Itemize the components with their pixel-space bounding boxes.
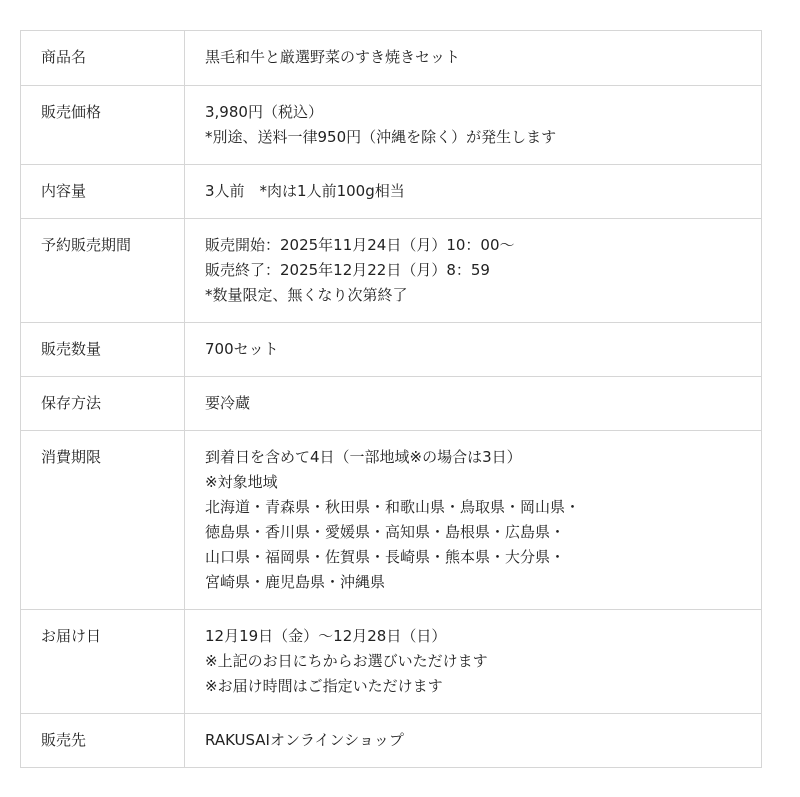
spec-row-product-name bbox=[21, 31, 762, 86]
spec-row-expiry bbox=[21, 431, 762, 610]
spec-label: 販売数量 bbox=[21, 323, 185, 377]
value-line: RAKUSAIオンラインショップ bbox=[205, 731, 404, 749]
value-line: ※対象地域 bbox=[205, 473, 278, 491]
spec-value bbox=[185, 377, 762, 431]
value-line: 販売終了：2025年12月22日（月）8：59 bbox=[205, 261, 490, 279]
spec-label: 内容量 bbox=[21, 165, 185, 219]
value-line: 到着日を含めて4日（一部地域※の場合は3日） bbox=[205, 448, 522, 466]
spec-row-seller bbox=[21, 714, 762, 768]
spec-value bbox=[185, 610, 762, 714]
spec-row-delivery-date bbox=[21, 610, 762, 714]
value-line: 700セット bbox=[205, 340, 279, 358]
value-line: 3,980円（税込） bbox=[205, 103, 323, 121]
value-line: ※上記のお日にちからお選びいただけます bbox=[205, 652, 488, 670]
value-line: 徳島県・香川県・愛媛県・高知県・島根県・広島県・ bbox=[205, 523, 566, 541]
spec-row-preorder-period bbox=[21, 219, 762, 323]
spec-label: 販売先 bbox=[21, 714, 185, 768]
spec-value bbox=[185, 31, 762, 86]
spec-row-contents bbox=[21, 165, 762, 219]
value-line: 販売開始：2025年11月24日（月）10：00〜 bbox=[205, 236, 515, 254]
value-line: 山口県・福岡県・佐賀県・長崎県・熊本県・大分県・ bbox=[205, 548, 566, 566]
value-line: *数量限定、無くなり次第終了 bbox=[205, 286, 408, 304]
value-line: 宮崎県・鹿児島県・沖縄県 bbox=[205, 573, 386, 591]
spec-label: 保存方法 bbox=[21, 377, 185, 431]
value-line: 要冷蔵 bbox=[205, 394, 251, 412]
spec-value bbox=[185, 86, 762, 165]
spec-label: 予約販売期間 bbox=[21, 219, 185, 323]
spec-value bbox=[185, 323, 762, 377]
value-line: 12月19日（金）〜12月28日（日） bbox=[205, 627, 447, 645]
spec-value bbox=[185, 219, 762, 323]
product-spec-table bbox=[20, 30, 762, 768]
value-line: *別途、送料一律950円（沖縄を除く）が発生します bbox=[205, 128, 557, 146]
spec-label: 商品名 bbox=[21, 31, 185, 86]
spec-label: 消費期限 bbox=[21, 431, 185, 610]
value-line: ※お届け時間はご指定いただけます bbox=[205, 677, 443, 695]
spec-value bbox=[185, 431, 762, 610]
spec-row-quantity bbox=[21, 323, 762, 377]
spec-label: お届け日 bbox=[21, 610, 185, 714]
value-line: 北海道・青森県・秋田県・和歌山県・鳥取県・岡山県・ bbox=[205, 498, 581, 516]
spec-value bbox=[185, 714, 762, 768]
spec-value bbox=[185, 165, 762, 219]
spec-label: 販売価格 bbox=[21, 86, 185, 165]
value-line: 黒毛和牛と厳選野菜のすき焼きセット bbox=[205, 48, 461, 66]
value-line: 3人前 *肉は1人前100g相当 bbox=[205, 182, 405, 200]
spec-row-storage bbox=[21, 377, 762, 431]
spec-row-price bbox=[21, 86, 762, 165]
